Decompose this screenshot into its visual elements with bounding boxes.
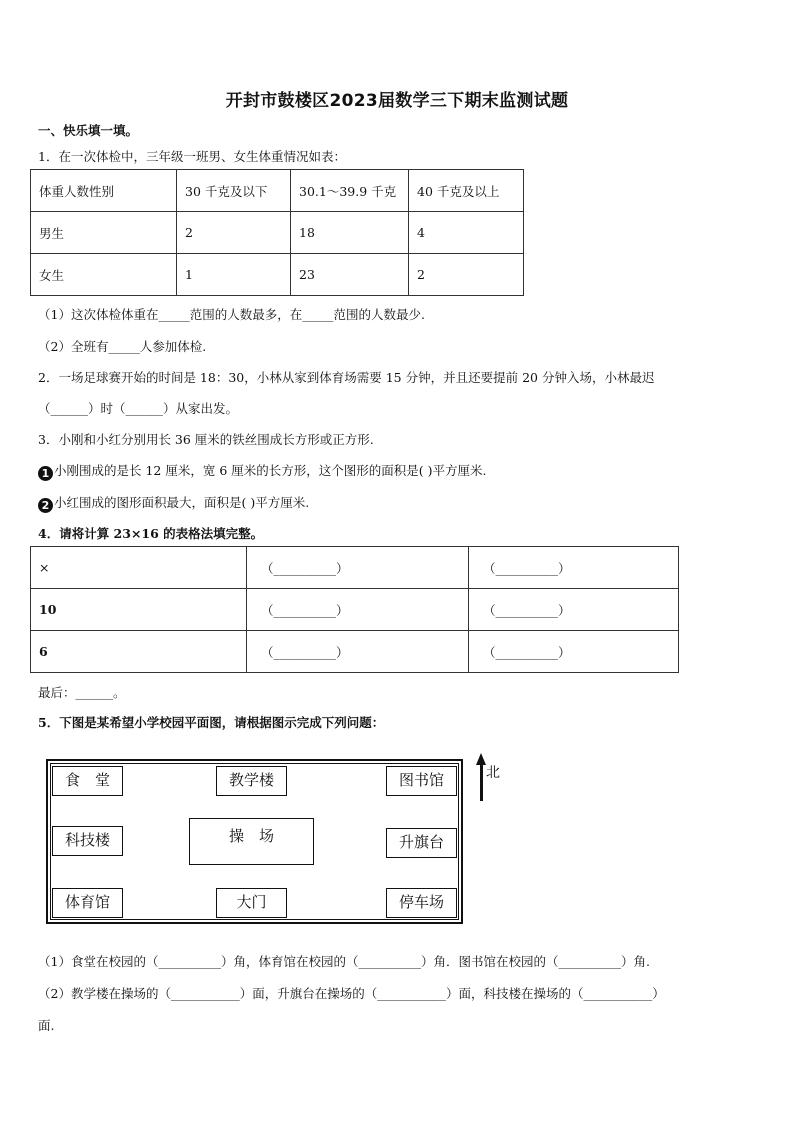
north-arrow-shaft: [480, 763, 483, 801]
answer-blank[interactable]: （__________）: [469, 589, 679, 631]
q2-line2: （______）时（______）从家出发。: [38, 401, 239, 416]
map-playground: 操 场: [189, 818, 314, 865]
table-cell: 40 千克及以上: [409, 170, 524, 212]
answer-blank[interactable]: （__________）: [247, 631, 469, 673]
q1-sub1: （1）这次体检体重在_____范围的人数最多，在_____范围的人数最少.: [38, 307, 425, 322]
table-cell: 2: [177, 212, 291, 254]
north-label: 北: [486, 765, 500, 781]
map-gym: 体育馆: [52, 888, 123, 918]
q5-sub2-continued: 面.: [38, 1018, 55, 1033]
table-row: [31, 547, 679, 589]
table-cell: 男生: [31, 212, 177, 254]
q2-line1: 2．一场足球赛开始的时间是 18：30，小林从家到体育场需要 15 分钟，并且还要提前 20 分钟入场，小林最迟: [38, 370, 655, 385]
table-cell: 10: [31, 589, 247, 631]
table-cell: 30 千克及以下: [177, 170, 291, 212]
table-cell: 2: [409, 254, 524, 296]
table-cell: 23: [291, 254, 409, 296]
map-teaching-building: 教学楼: [216, 766, 287, 796]
table-header-row: [31, 170, 524, 212]
q1-intro: 1．在一次体检中，三年级一班男、女生体重情况如表：: [38, 149, 346, 164]
table-cell: 体重人数性别: [31, 170, 177, 212]
weight-table: [30, 169, 524, 296]
answer-blank[interactable]: （__________）: [247, 547, 469, 589]
q5-intro: 5．下图是某希望小学校园平面图，请根据图示完成下列问题：: [38, 715, 385, 730]
multiplication-table: [30, 546, 679, 673]
table-row: [31, 212, 524, 254]
map-canteen: 食 堂: [52, 766, 123, 796]
campus-map: [46, 759, 463, 924]
answer-blank[interactable]: （__________）: [469, 631, 679, 673]
map-library: 图书馆: [386, 766, 457, 796]
q3-sub2-text: 小红围成的图形面积最大，面积是( )平方厘米.: [54, 495, 310, 510]
section-heading: 一、快乐填一填。: [38, 123, 139, 138]
table-row: [31, 589, 679, 631]
table-cell: 4: [409, 212, 524, 254]
q3-sub1-text: 小刚围成的是长 12 厘米，宽 6 厘米的长方形，这个图形的面积是( )平方厘米.: [54, 463, 487, 478]
table-cell: ×: [31, 547, 247, 589]
table-cell: 6: [31, 631, 247, 673]
table-row: [31, 254, 524, 296]
table-cell: 女生: [31, 254, 177, 296]
circled-number-2: 2: [38, 498, 53, 513]
map-gate: 大门: [216, 888, 287, 918]
circled-number-1: 1: [38, 466, 53, 481]
map-tech-building: 科技楼: [52, 826, 123, 856]
map-flag-platform: 升旗台: [386, 828, 457, 858]
q1-sub2: （2）全班有_____人参加体检.: [38, 339, 207, 354]
answer-blank[interactable]: （__________）: [469, 547, 679, 589]
q4-intro: 4．请将计算 23×16 的表格法填完整。: [38, 526, 264, 541]
q5-sub1: （1）食堂在校园的（__________）角，体育馆在校园的（__________）角．图书馆在校园的（__________）角.: [38, 954, 650, 969]
map-parking: 停车场: [386, 888, 457, 918]
answer-blank[interactable]: （__________）: [247, 589, 469, 631]
table-cell: 1: [177, 254, 291, 296]
q3-intro: 3．小刚和小红分别用长 36 厘米的铁丝围成长方形或正方形.: [38, 432, 374, 447]
table-cell: 18: [291, 212, 409, 254]
table-cell: 30.1～39.9 千克: [291, 170, 409, 212]
q3-sub1: [38, 461, 486, 481]
q5-sub2: （2）教学楼在操场的（___________）面，升旗台在操场的（___________）面，科技楼在操场的（___________）: [38, 986, 665, 1001]
page-title: 开封市鼓楼区2023届数学三下期末监测试题: [225, 91, 569, 111]
table-row: [31, 631, 679, 673]
q3-sub2: [38, 493, 309, 513]
q4-final: 最后：______。: [38, 685, 126, 700]
